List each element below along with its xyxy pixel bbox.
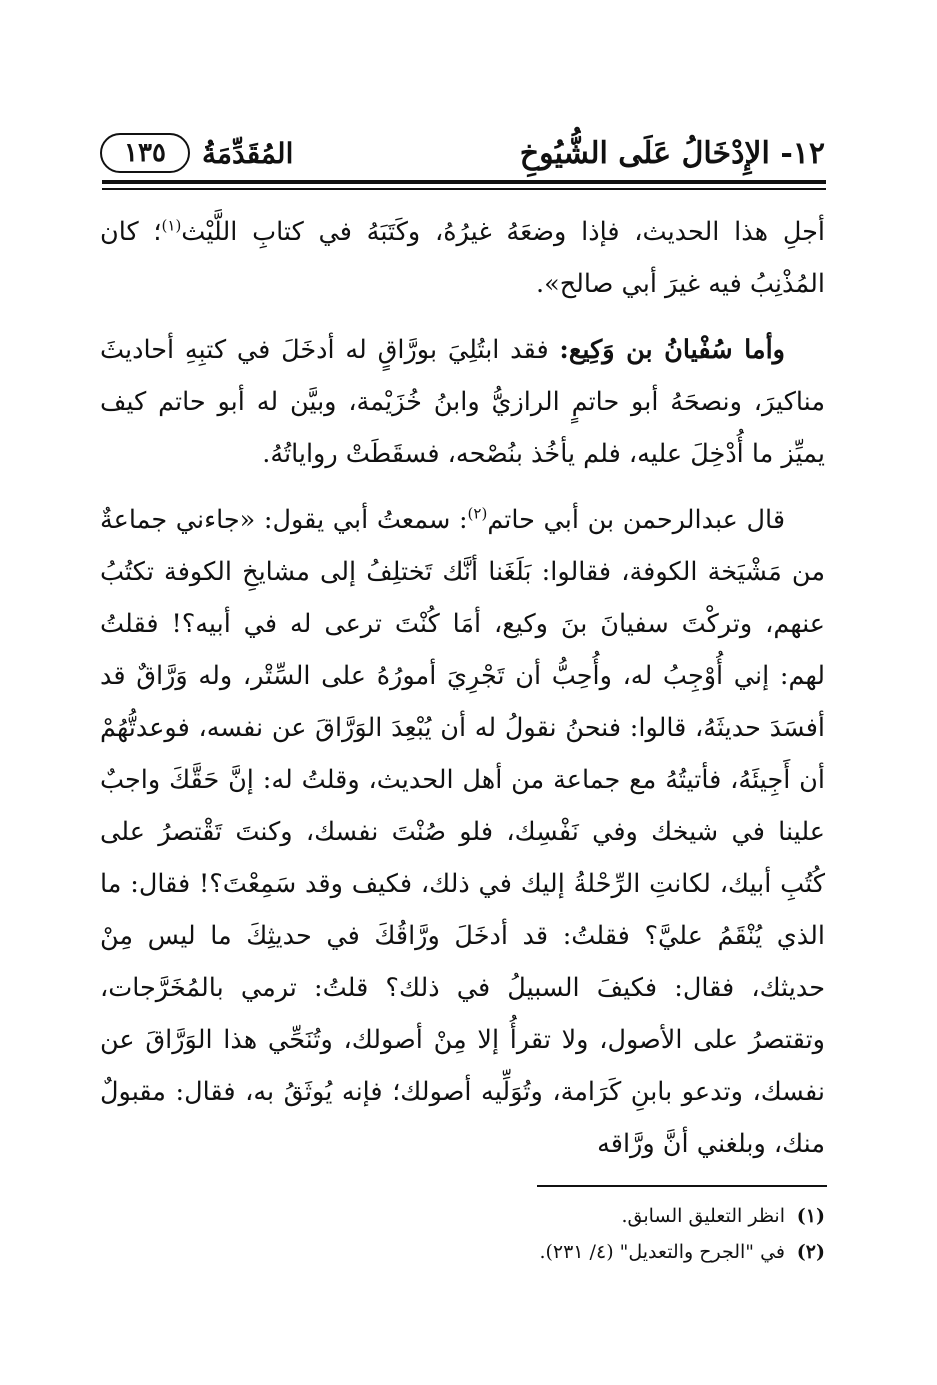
paragraph-2-text: فقد ابتُلِيَ بورَّاقٍ له أدخَلَ في كتبِهِ أحاديثَ مناكيرَ، ونصحَهُ أبو حاتمٍ الرازيُّ وابنُ خُزَيْمة، وبيَّن له أبو حاتم كيف يميِّز ما أُدْخِلَ عليه، فلم يأخُذ بنُصْحه، فسقَطَتْ رواياتُهُ. bbox=[100, 335, 825, 469]
footnote-separator bbox=[537, 1185, 827, 1187]
page-number-badge: ١٣٥ bbox=[100, 133, 190, 173]
paragraph-1-text-a: أجلِ هذا الحديث، فإذا وضعَهُ غيرُهُ، وكَتَبَهُ في كتابِ اللَّيْث bbox=[181, 217, 825, 247]
footnote-ref-1[interactable]: (١) bbox=[161, 216, 182, 235]
paragraph-1 bbox=[100, 206, 825, 310]
paragraph-3-text-a: قال عبدالرحمن بن أبي حاتم bbox=[487, 505, 786, 535]
paragraph-3 bbox=[100, 494, 825, 1170]
page-header bbox=[100, 128, 825, 178]
footnote-1 bbox=[125, 1198, 825, 1234]
header-rule-thin bbox=[102, 188, 826, 190]
footnotes bbox=[125, 1198, 825, 1270]
chapter-title: ١٢- الإِدْخَالُ عَلَى الشُّيُوخِ bbox=[519, 135, 825, 171]
paragraph-1-text-b: ؛ كان المُذْنِبُ فيه غيرَ أبي صالح». bbox=[100, 217, 825, 299]
paragraph-3-text-b: : سمعتُ أبي يقول: «جاءني جماعةٌ من مَشْيَخة الكوفة، فقالوا: بَلَغَنا أنَّك تَختلِفُ إلى مشايخِ الكوفة تكتُبُ عنهم، وتركْتَ سفيانَ بنَ وكيع، أمَا كُنْتَ ترعى له في أبيه؟! فقلتُ لهم: إني أُوْجِبُ له، وأُحِبُّ أن تَجْرِيَ أمورُهُ على السِّتْر، وله وَرَّاقٌ قد أفسَدَ حديثَهُ، قالوا: فنحنُ نقولُ له أن يُبْعِدَ الوَرَّاقَ عن نفسه، فوعدتُّهُمْ أن أَجِيئَهُ، فأتيتُهُ مع جماعة من أهل الحديث، وقلتُ له: إنَّ حَقَّكَ واجبٌ علينا في شيخك وفي نَفْسِك، فلو صُنْتَ نفسك، وكنتَ تَقْتصرُ على كُتُبِ أبيك، لكانتِ الرِّحْلةُ إليك في ذلك، فكيف وقد سَمِعْتَ؟! فقال: ما الذي يُنْقَمُ عليَّ؟ فقلتُ: قد أدخَلَ ورَّاقُكَ في حديثِكَ ما ليس مِنْ حديثك، فقال: فكيفَ السبيلُ في ذلك؟ قلتُ: ترمي بالمُخَرَّجات، وتقتصرُ على الأصول، ولا تقرأُ إلا مِنْ أصولك، وتُنَحِّي هذا الوَرَّاقَ عن نفسك، وتدعو بابنِ كَرَامة، وتُوَلِّيه أصولك؛ فإنه يُوثَقُ به، فقال: مقبولٌ منك، وبلغني أنَّ ورَّاقه bbox=[100, 505, 825, 1159]
footnote-1-text: انظر التعليق السابق. bbox=[621, 1205, 785, 1227]
main-text bbox=[100, 206, 825, 1184]
footnote-1-number: (١) bbox=[796, 1205, 825, 1227]
footnote-2 bbox=[125, 1234, 825, 1270]
header-left-group bbox=[100, 133, 293, 173]
paragraph-2 bbox=[100, 324, 825, 480]
footnote-ref-2[interactable]: (٢) bbox=[467, 504, 488, 523]
header-rule-thick bbox=[102, 180, 826, 184]
footnote-2-text: في "الجرح والتعديل" (٤/ ٢٣١). bbox=[539, 1241, 785, 1263]
paragraph-2-lead: وأما سُفْيانُ بن وَكِيع: bbox=[559, 335, 785, 365]
section-title: المُقَدِّمَةُ bbox=[202, 136, 294, 170]
footnote-2-number: (٢) bbox=[796, 1241, 825, 1263]
